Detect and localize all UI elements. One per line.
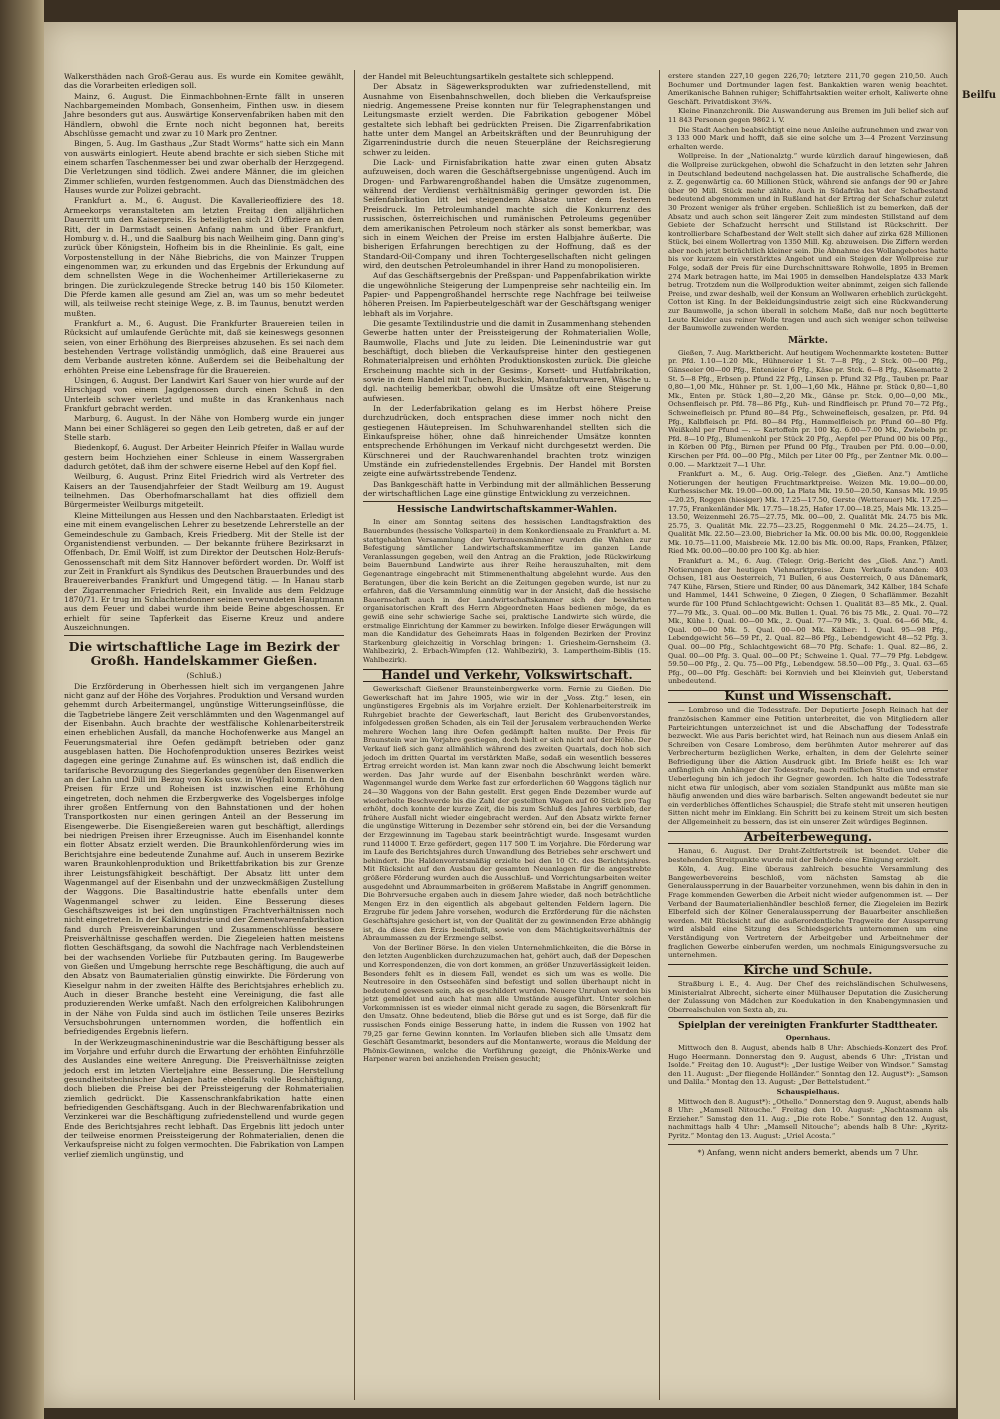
paragraph: Die Lack- und Firnisfabrikation hatte zwar einen guten Absatz aufzuweisen, doch waren die Geschäftsergebnisse ungenügend. Auch im Drogen- und Farbwarengroßhandel haben die Umsätze zugenommen, während der Verdienst verhältnismäßig geringer geworden ist. Die Seifenfabrikation litt bei steigendem Absatze unter dem festeren Preisdruck. Im Petroleumhandel machte sich die Konkurrenz des russischen, österreichischen und rumänischen Petroleums gegenüber dem amerikanischen Petroleum noch stärker als sonst bemerkbar, was sich in einem Weichen der Preise im ersten Halbjahre äußerte. Die bisherigen Erfahrungen berechtigen zu der Hoffnung, daß es der Standard-Oil-Company und ihren Tochtergesellschaften nicht gelingen wird, den deutschen Petroleumhandel in ihrer Hand zu monopolisieren. xyxy=(363,158,651,270)
column-3 xyxy=(668,72,948,1158)
section-rubric: Kirche und Schule. xyxy=(668,964,948,977)
paragraph: Frankfurt a. M., 6. August. Die Frankfurter Brauereien teilen in Rücksicht auf umlaufende Gerüchte mit, daß sie keineswegs gesonnen seien, von einer Erhöhung des Bierpreises abzusehen. Es sei nach dem bestehenden Vertrage vollständig unmöglich, daß eine Brauerei aus dem Verbande austreten könne. Außerdem sei die Beibehaltung der erhöhten Preise eine Lebensfrage für die Brauereien. xyxy=(64,318,344,375)
paragraph: Frankfurt a. M., 6. August. Die Kavallerieoffiziere des 18. Armeekorps veranstalteten am letzten Freitag den alljährlichen Dauerritt um den Kaiserpreis. Es beteiligten sich 21 Offiziere an dem Ritt, der in Darmstadt seinen Anfang nahm und über Frankfurt, Homburg v. d. H., und die Saalburg bis nach Weilheim ging. Dann ging's zurück über Königstein, Hofheim bis in die Rheinlinie. Es galt, eine Vorpostenstellung in der Nähe Biebrichs, die von Mainzer Truppen eingenommen war, zu erkunden und das Ergebnis der Erkundung auf dem schnellsten Wege in die Wochenheimer Artilleriekaserne zu bringen. Die zurückzulegende Strecke betrug 140 bis 150 Kilometer. Die Pferde kamen alle gesund am Ziel an, was um so mehr bedeutet will, als teilweise recht steinige Wege, z. B. im Taunus, benutzt werden mußten. xyxy=(64,196,344,318)
paragraph: In der Lederfabrikation gelang es im Herbst höhere Preise durchzudrücken, doch entsprachen diese immer noch nicht den gestiegenen Häutepreisen. Im Schuhwarenhandel stellten sich die Einkaufspreise höher, ohne daß hinreichender Umsätze konnten entsprechende Erhöhungen im Verkauf nicht durchgesetzt werden. Die Kürschnerei und der Rauchwarenhandel brachten trotz winzigen Umstände ein zufriedenstellendes Ergebnis. Der Handel mit Borsten zeigte eine aufwärtsstrebende Tendenz. xyxy=(363,404,651,479)
adjacent-page-edge xyxy=(958,10,1000,1419)
edge-word: Beilfu xyxy=(962,90,996,101)
column-rule xyxy=(354,70,355,1400)
venue-heading: Opernhaus. xyxy=(785,1034,831,1043)
article-subtitle: (Schluß.) xyxy=(186,671,222,681)
paragraph: Weilburg, 6. August. Prinz Eitel Friedrich wird als Vertreter des Kaisers an der Tausendjahrfeier der Stadt Weilburg am 19. August teilnehmen. Das Oberhofmarschallamt hat dies offiziell dem Bürgermeister Weilburgs mitgeteilt. xyxy=(64,472,344,510)
paragraph: Mittwoch den 8. August*): „Othello.“ Donnerstag den 9. August, abends halb 8 Uhr: „Mamsell Nitouche.“ Freitag den 10. August: „Nachtasmann als Erzieher.“ Samstag den 11. Aug.: „Die rote Robe.“ Sonntag den 12. August, nachmittags halb 4 Uhr: „Mamsell Nitouche“; abends halb 8 Uhr: „Kyritz-Pyritz.“ Montag den 13. August: „Uriel Acosta.“ xyxy=(668,1097,948,1140)
venue-heading: Schauspielhaus. xyxy=(776,1087,840,1096)
paragraph: Köln, 4. Aug. Eine überaus zahlreich besuchte Versammlung des Bangewerbevereins beschloß, vom nächsten Samstag ab die Generalaussperrung in der Bauarbeiter vorzunehmen, wenn bis dahin in den in Frage kommenden Gewerben die Arbeit nicht wieder aufgenommen ist. — Der Verband der Baumaterialienhändler beschloß ferner, die Ziegeleien im Bezirk Elberfeld sich der Kölner Generalaussperrung der Bauarbeiter anschließen werden. Mit Rücksicht auf die außerordentliche Tragweite der Aussperrung wird alsbald eine Sitzung des Schiedsgerichts unternommen um eine Verständigung von Vertretern der Arbeitgeber und Arbeitnehmer der fraglichen Gewerbe einberufen werden, um nochmals Einigungsversuche zu unternehmen. xyxy=(668,865,948,960)
divider xyxy=(668,1017,948,1018)
paragraph: Gießen, 7. Aug. Marktbericht. Auf heutigem Wochenmarkte kosteten: Butter pr. Pfd. 1.10—1.20 Mk., Hühnereier 1 St. 7—8 Pfg., 2 Stck. 00—00 Pfg., Gänseeier 00—00 Pfg., Entenieier 6 Pfg., Käse pr. Stck. 6—8 Pfg., Käsematte 2 St. 5—8 Pfg., Erbsen p. Pfund 22 Pfg., Linsen p. Pfund 32 Pfg., Tauben pr. Paar 0,80—1,00 Mk., Hühner pr. St. 1,00—1,60 Mk., Hähne pr. Stück 0,80—1,80 Mk., Enten pr. Stück 1,80—2,20 Mk., Gänse pr. Stck. 0,00—0,00 Mk., Ochsenfleisch pr. Pfd. 78—86 Pfg., Kuh- und Rindfleisch pr. Pfund 70—72 Pfg., Schweinefleisch pr. Pfund 80—84 Pfg., Schweinefleisch, gesalzen, pr. Pfd. 94 Pfg., Kalbfleisch pr. Pfd. 80—84 Pfg., Hammelfleisch pr. Pfund 60—80 Pfg. Weißkohl per Pfund —. — Kartoffeln pr. 100 Kg. 6.00—7.00 Mk., Zwiebeln pr. Pfd. 8—10 Pfg., Blumenkohl per Stück 20 Pfg., Aepfel per Pfund 00 bis 00 Pfg., in Körben 00 Pfg., Birnen per Pfund 00 Pfg., Trauben per Pfd. 0.00—0.00, Kirschen per Pfd. 00—00 Pfg., Milch per Liter 00 Pfg., per Zentner Mk. 0.00—0.00. — Marktzeit 7—1 Uhr. xyxy=(668,348,948,469)
paragraph: In der Werkzeugmaschinenindustrie war die Beschäftigung besser als im Vorjahre und erfuhr durch die Erwartung der erhöhten Einfuhrzölle des Auslandes eine weitere Anregung. Die Preisverhältnisse zeigten jedoch erst im letzten Vierteljahre eine Besserung. Die Herstellung gesundheitstechnischer Anlagen hatte ebenfalls volle Beschäftigung, doch blieben die Preise bei der Preissteigerung der Rohmaterialien ziemlich gedrückt. Die Kassenschrankfabrikation hatte einen befriedigenden Geschäftsgang. Auch in der Blechwarenfabrikation und Verzinkerei war die Beschäftigung zufriedenstellend und wurde gegen Ende des Berichtsjahres recht lebhaft. Das Ergebnis litt jedoch unter der teilweise enormen Preissteigerung der Rohmaterialien, denen die Verkaufspreise nicht zu folgen vermochten. Die Fabrikation von Lampen verlief ziemlich ungünstig, und xyxy=(64,1037,344,1159)
paragraph: erstere standen 227,10 gegen 226,70; letztere 211,70 gegen 210,50. Auch Bochumer und Dortmunder lagen fest. Bankaktien waren wenig beachtet. Amerikanische Bahnen ruhiger; Schiffahrtsaktien weiter erholt, Kaliwerte ohne Geschäft. Privatdiskont 3⅝%. xyxy=(668,72,948,106)
paragraph: Das Bankgeschäft hatte in Verbindung mit der allmählichen Besserung der wirtschaftlichen Lage eine günstige Entwicklung zu verzeichnen. xyxy=(363,479,651,499)
section-rubric: Kunst und Wissenschaft. xyxy=(668,690,948,703)
paragraph: Straßburg i. E., 4. Aug. Der Chef des reichsländischen Schulwesens, Ministerialrat Albrecht, sicherte einer Mülhauser Deputation die Zusicherung der Zulassung von Mädchen zur Koedukation in den Knabengymnasien und Oberrealschulen von Sexta ab, zu. xyxy=(668,980,948,1014)
paragraph: Bingen, 5. Aug. Im Gasthaus „Zur Stadt Worms“ hatte sich ein Mann von auswärts einlogiert. Heute abend brachte er sich sieben Stiche mit einem scharfen Taschenmesser bei und zwar oberhalb der Herzgegend. Die Verletzungen sind tödlich. Zwei andere Männer, die im gleichen Zimmer schliefen, wurden festgenommen. Auch das Dienstmädchen des Hauses wurde zur Polizei gebracht. xyxy=(64,139,344,196)
column-1 xyxy=(64,72,344,1160)
paragraph: Biedenkopf, 6. August. Der Arbeiter Heinrich Pfeifer in Wallau wurde gestern beim Hochziehen einer Schleuse in einem Wassergraben dadurch getötet, daß ihm der schwere eiserne Hebel auf den Kopf fiel. xyxy=(64,443,344,472)
paragraph: Kleine Mitteilungen aus Hessen und den Nachbarstaaten. Erledigt ist eine mit einem evangelischen Lehrer zu besetzende Lehrerstelle an der Gemeindeschule zu Gambach, Kreis Friedberg. Mit der Stelle ist der Organistendienst verbunden. — Der bekannte frühere Bezirksarzt in Offenbach, Dr. Emil Wolff, ist zum Direktor der Deutschen Holz-Berufs-Genossenschaft mit dem Sitz Hannover befördert worden. Dr. Wolff ist zur Zeit in Frankfurt als Syndikus des Deutschen Brauerbundes und des Brauereiverbandes Frankfurt und Umgegend tätig. — In Hanau starb der Zigarrenmacher Friedrich Reit, ein Invalide aus dem Feldzuge 1870/71. Er trug im Schlachtendonner seinen verwundeten Hauptmann aus dem Feuer und dabei wurde ihm beide Beine abgeschossen. Er erhielt für seine Tapferkeit das Eiserne Kreuz und andere Auszeichnungen. xyxy=(64,510,344,632)
paragraph: Die Erzförderung in Oberhessen hielt sich im vergangenen Jahre nicht ganz auf der Höhe des Vorjahres. Produktion und Versand wurden gehemmt durch Arbeitermangel, ungünstige Witterungseinflüsse, die die Tagbetriebe längere Zeit verschlämmten und den Wagenmangel auf der Eisenbahn. Auch brachte der westfälische Kohlenarbeiterstreik einen erheblichen Ausfall, da manche Hochofenwerke aus Mangel an Feuerungsmaterial ihre Oefen gedämpft betrieben oder ganz ausgeblasen hatten. Die Hochofenproduktion unseres Bezirkes weist dagegen eine geringe Zunahme auf. Es wünschen ist, daß endlich die tarifarische Bevorzugung des Siegerlandes gegenüber den Eisenwerken an der Lahn und Dill im Bezug von Koks usw. in Wegfall kommt. In den Preisen für Erze und Roheisen ist inzwischen eine Erhöhung eingetreten, doch nehmen die Erzbergwerke des Vogelsberges infolge ihrer großen Entfernung von den Bahnstationen und der hohen Transportkosten nur einen geringen Anteil an der Besserung im Eisengewerbe. Die Eisengießereien waren gut beschäftigt, allerdings bei niedrigen Preisen ihrer Erzeugnisse. Auch im Eisenhandel konnte ein flotter Absatz erzielt werden. Die Braunkohlenförderung wies im Berichtsjahre eine bedeutende Zunahme auf. Auch in unserem Bezirke waren Braunkohlenproduktion und Brikettfabrikation bis zur Grenze ihrer Leistungsfähigkeit beschäftigt. Der Absatz litt unter dem Wagenmangel auf der Eisenbahn und der unzweckmäßigen Zustellung der Waggons. Die Basaltindustrie hatte ebenfalls unter dem Wagenmangel schwer zu leiden. Eine Besserung dieses Geschäftszweiges ist bei den ungünstigen Frachtverhältnissen noch nicht eingetreten. In der Kalkindustrie und der Zementwarenfabrikation fand durch Preisvereinbarungen und Zusammenschlüsse bessere Preisverhältnisse geschaffen werden. Die Ziegeleien hatten meistens flotten Geschäftsgang, da sowohl die Nachfrage nach Verblendsteinen bei der wachsenden Vorliebe für Putzbauten gering. Im Baugewerbe von Gießen und Umgebung herrschte rege Beschäftigung, die auch auf den Absatz von Baumaterialien günstig einwirkte. Die Förderung von Kieselgur nahm in der zweiten Hälfte des Berichtsjahres erheblich zu. Auch in dieser Branche besteht eine Vereinigung, die fast alle produzierenden Werke umfaßt. Nach den erfolgreichen Kalibohrungen in der Nähe von Fulda sind auch im östlichen Teile unseres Bezirks Versuchsbohrungen unternommen worden, die hoffentlich ein befriedigendes Ergebnis liefern. xyxy=(64,681,344,1037)
section-title: Märkte. xyxy=(788,335,828,346)
section-rubric: Arbeiterbewegung. xyxy=(668,831,948,844)
paragraph: Mittwoch den 8. August, abends halb 8 Uhr: Abschieds-Konzert des Prof. Hugo Heermann. Donnerstag den 9. August, abends 6 Uhr: „Tristan und Isolde.“ Freitag den 10. August*): „Der lustige Weiber von Windsor.“ Samstag den 11. August: „Der fliegende Holländer.“ Sonntag den 12. August*): „Samson und Dalila.“ Montag den 13. August: „Der Bettelstudent.“ xyxy=(668,1044,948,1087)
article-headline: Hessische Landwirtschaftskammer-Wahlen. xyxy=(396,505,618,516)
book-spine xyxy=(0,0,44,1419)
paragraph: Auf das Geschäftsergebnis der Preßspan- und Pappenfabrikation wirkte die ungewöhnliche Steigerung der Lumpenpreise sehr nachteilig ein. Im Papier- und Pappengroßhandel herrschte rege Nachfrage bei teilweise höheren Preisen. Im Papierbeutelgeschäft war der Geschäftsgang weniger lebhaft als im Vorjahre. xyxy=(363,271,651,318)
column-rule xyxy=(659,70,660,1400)
paragraph: Usingen, 6. August. Der Landwirt Karl Sauer von hier wurde auf der Hirschjagd von einem Jagdgenossen durch einen Schuß in den Unterleib schwer verletzt und mußte in das Krankenhaus nach Frankfurt gebracht werden. xyxy=(64,376,344,414)
paragraph: Frankfurt a. M., 6. Aug. Orig.-Telegr. des „Gießen. Anz.“) Amtliche Notierungen der heutigen Fruchtmarktpreise. Weizen Mk. 19.00—00.00, Kurhessischer Mk. 19.00—00.00, La Plata Mk. 19.50—20.50, Kansas Mk. 19.95—20.25, Roggen (hiesiger) Mk. 17.25—17.50, Gerste (Wetterauer) Mk. 17.25—17.75, Frankenländer Mk. 17.75—18.25, Hafer 17.00—18.25, Mais Mk. 13.25—13.50, Weizenmehl 26.75—27.75, Mk. 00—00, 2. Qualität Mk. 24.75 bis Mk. 25.75, 3. Qualität Mk. 22.75—23.25, Roggenmehl 0 Mk. 24.25—24.75, 1. Qualität Mk. 22.50—23.00, Biebricher Ia Mk. 00.00 bis Mk. 00.00, Roggenkleie Mk. 10.75—11.00, Maisbreie Mk. 12.00 bis Mk. 00.00, Raps, Franken, Pfälzer, Ried Mk. 00.00—00.00 pro 100 Kg. ab hier. xyxy=(668,470,948,556)
divider xyxy=(363,501,651,502)
footnote: *) Anfang, wenn nicht anders bemerkt, abends um 7 Uhr. xyxy=(697,1147,919,1157)
paragraph: Marburg, 6. August. In der Nähe von Homberg wurde ein junger Mann bei einer Schlägerei so gegen den Leib getreten, daß er auf der Stelle starb. xyxy=(64,414,344,443)
paragraph: Die Stadt Aachen beabsichtigt eine neue Anleihe aufzunehmen und zwar von 3 133 000 Mark und hofft, daß sie eine solche um 3—4 Prozent Verzinsung erhalten werde. xyxy=(668,125,948,151)
paragraph: Walkersthäden nach Groß-Gerau aus. Es wurde ein Komitee gewählt, das die Vorarbeiten erledigen soll. xyxy=(64,72,344,91)
paragraph: In einer am Sonntag seitens des hessischen Landtagsfraktion des Bauernbundes (hessische Volkspartei) in dem Konkordiensaale zu Frankfurt a. M. stattgehabten Versammlung der Vertrauensmänner wurden die Wahlen zur Befestigung sämtlicher Landwirtschaftskammerfitze im ganzen Lande Veranlassungen gegeben, weil den Antrag an die Fraktion, jede Rückwirkung beim Bauernbund Landwirte aus ihrer Reihe herauszuhalten, mit dem Gegenantrage eingebracht mit Stimmenenthaltung abgelehnt wurde. Aus den Beratungen, über die kein Bericht an die Zeitungen gegeben wurde, ist nur zu erfahren, daß die Versammlung einmütig war in der Ansicht, daß die hessische Bauernschaft auch in der Landwirtschaftskammer sich der bewährten organisatorischen Kraft des Herrn Abgeordneten Haas bedienen möge, da es gewiß eine sehr schwierige Sache sei, praktische Landwirte sich würde, die erstmalige Einrichtung der Kammer zu bewirken. Infolge dieser Erwägungen will man die Kandidatur des Geheimrats Haas in folgenden Bezirken der Provinz Starkenburg gleichzeitig in Vorschlag bringen: 1. Griesheim-Gernsheim (3. Wahlbezirk), 2. Erbach-Wimpfen (12. Wahlbezirk), 3. Lampertheim-Biblis (15. Wahlbezirk). xyxy=(363,518,651,664)
column-2 xyxy=(363,72,651,1065)
paragraph: Die gesamte Textilindustrie und die damit in Zusammenhang stehenden Gewerbe hatten unter der Preissteigerung der Rohmaterialien Wolle, Baumwolle, Flachs und Jute zu leiden. Die Leinenindustrie war gut beschäftigt, doch blieben die Verkaufspreise hinter den gestiegenen Rohmaterialpreisen und erhöhten Produktionskosten zurück. Die gleiche Erscheinung machte sich in der Gesims-, Korsett- und Hutfabrikation, sowie in dem Handel mit Tuchen, Buckskin, Manufakturwaren, Wäsche u. dgl. nachteilig bemerkbar, obwohl die Umsätze oft eine Steigerung aufwiesen. xyxy=(363,318,651,403)
divider xyxy=(668,1144,948,1145)
paragraph: Frankfurt a. M., 6. Aug. (Telegr. Orig.-Bericht des „Gieß. Anz.“) Amtl. Notierungen der heutigen Viehmarktpreise. Zum Verkaufe standen: 403 Ochsen, 181 aus Oesterreich, 71 Bullen, 6 aus Oesterreich, 0 aus Dänemark, 747 Kühe, Färsen, Stiere und Rinder, 00 aus Dänemark, 342 Kälber, 184 Schafe und Hammel, 1441 Schweine, 0 Ziegen, 0 Ziegen, 0 Schaflämmer. Bezahlt wurde für 100 Pfund Schlachtgewicht: Ochsen 1. Qualität 83—85 Mk., 2. Qual. 77—79 Mk., 3. Qual. 00—00 Mk. Bullen 1. Qual. 76 bis 75 Mk., 2. Qual. 70—72 Mk., Kühe 1. Qual. 00—00 Mk., 2. Qual. 77—79 Mk., 3. Qual. 64—66 Mk., 4. Qual. 00—00 Mk. 5. Qual. 00—00 Mk. Kälber: 1. Qual. 95—98 Pfg., Lebendgewicht 56—59 Pf., 2. Qual. 82—86 Pfg., Lebendgewicht 48—52 Pfg. 3. Qual. 00—00 Pfg., Schlachtgewicht 68—70 Pfg. Schafe: 1. Qual. 82—86, 2. Qual. 00—00 Pfg. 3. Qual. 00—00 Pf.; Schweine 1. Qual. 77—79 Pfg. Lebdgew. 59.50—00 Pfg., 2. Qu. 75—00 Pfg., Lebendgew. 58.50—00 Pfg., 3. Qual. 63—65 Pfg., 00—00 Pfg. Geschäft: bei Kornvieh und bei Kleinvieh gut, Ueberstand unbedeutend. xyxy=(668,557,948,686)
paragraph: der Handel mit Beleuchtungsartikeln gestaltete sich schleppend. xyxy=(363,72,614,81)
paragraph: Kleine Finanzchronik. Die Auswanderung aus Bremen im Juli belief sich auf 11 843 Personen gegen 9862 i. V. xyxy=(668,107,948,124)
paragraph: Gewerkschaft Gießener Braunsteinbergwerke vorm. Fernie zu Gießen. Die Gewerkschaft hat im Jahre 1905, wie wir in der „Voss. Ztg.“ lesen, ein ungünstigeres Ergebnis als im Vorjahre erzielt. Der Kohlenarbeiterstreik im Ruhrgebiet brachte der Gewerkschaft, laut Bericht des Grubenvorstandes, infolgedessen großen Schaden, als ein Teil der Jerusalem verbrauchenden Werke mehrere Wochen lang ihre Oefen gedämpft halten mußte. Der Preis für Braunstein war im Vorjahre gestiegen, doch hielt er sich nicht auf der Höhe. Der Verkauf ließ sich ganz allmählich während des zweiten Quartals, doch hob sich jedoch im dritten Quartal im verstärkten Maße, sodaß ein wesentlich besseres Ertrag erreicht worden ist. Man kann zwar noch die Abschwung leicht bemerkt werden. Das Jahr wurde auf der Eisenbahn beschränkt werden wäre. Wagenmangel wurde dem Werke fast zur erforderlichen 60 Waggons täglich nur 24—30 Waggons von der Bahn gestellt. Erst gegen Ende Dezember wurde auf wiederholte Beschwerde bis die Zahl der gestellten Wagen auf 60 Stück pro Tag erhöht, doch konnte der kurze Zeit, die bis zum Schluß des Jahres verblieb, der frühere Ausfall nicht wieder eingebracht werden. Auf den Absatz wirkte ferner die ungünstige Witterung in Dezember sehr störend ein, bei der die Versandung der Erzgewinnung im Tagebau stark beeinträchtigt wurde. Insgesamt wurden rund 114000 T. Erze gefördert, gegen 117 500 T. im Vorjahre. Die Förderung war im Laufe des Berichtsjahres durch Unwandlung des Betriebes sehr erschwert und behindert. Die Haldenvorratsmäßig erzielte bei den 10 Ct. des Berichtsjahres. Mit Rücksicht auf den Ausbau der gesamten Neuanlagen für die angestrebte größere Förderung wurden auch die Ausschluß- und Vorrichtungsarbeiten weiter ausgedehnt und Abraummarbeiten in größerem Maßstabe in Angriff genommen. Die Bohrversuche ergaben auch in diesem Jahre wieder, daß noch beträchtliche Mengen Erz in den eigentlich als abgebaut geltenden Feldern lagern. Die Erzgrube für jedem Jahre vorsehen, wodurch die Erzförderung für die nächsten Geschäftsjahre gesichert ist, von der Qualität der zu gewinnenden Erze abhängig ist, da diese den Erzis beeinflußt, sowie von dem Mächtigkeitsverhältnis der Abraummassen zu der Erzmenge selbst. xyxy=(363,684,651,943)
paragraph: Mainz, 6. August. Die Einmachbohnen-Ernte fällt in unseren Nachbargemeinden Mombach, Gonsenheim, Finthen usw. in diesem Jahre besonders gut aus. Auswärtige Konservenfabriken haben mit den Händlern, obwohl die Ernte noch nicht begonnen hat, bereits Abschlüsse gemacht und zwar zu 10 Mark pro Zentner. xyxy=(64,91,344,139)
paragraph: Hanau, 6. August. Der Draht-Zeltfertstreik ist beendet. Ueber die bestehenden Streitpunkte wurde mit der Behörde eine Einigung erzielt. xyxy=(668,846,948,864)
article-headline: Die wirtschaftliche Lage im Bezirk der Großh. Handelskammer Gießen. xyxy=(68,639,340,669)
newspaper-page xyxy=(44,22,956,1408)
paragraph: Von der Berliner Börse. In den vielen Unternehmlichkeiten, die die Börse in den letzten Augenblicken durchzuzumachen hat, gehört auch, daß der Depeschen und Korrespondenzen, die von dort kommen, an größer Unzuverlässigkeit leiden. Besonders fehlt es in diesem Fall, wendet es sich um was es wolle. Die Neutresoire in den Ostseehäfen sind befestigt und sollen überhaupt nicht in bedeutend gewesen sein, als es geschildert wurden. Neuere Unruhen werden bis jetzt gemeldet und auch hat man alle Umstände ausgeführt. Unter solchen Vorkommnissen ist es wieder einmal nicht gerade zu sagen, die Börsenkraft für den Umsatz. Ohne bedeutend, blieb die Börse gut und es ist Sorge, daß für die russischen Fonds einige Besserung hatte, in indem die Russen von 1902 hat 79,25 gar ferne Gewinn konnten. Im Vorlaufen blieben sich alle Umsatz dem Geschäft Gesamtmarkt, besonders auf die Montanwerte, woraus die Meldung der Phönix-Gewinnen, welche die Vorführung gezeigt, die Phönix-Werke und Harpener waren bei anziehenden Preisen gesucht; xyxy=(363,943,651,1064)
divider xyxy=(64,635,344,636)
paragraph: Der Absatz in Sägewerksprodukten war zufriedenstellend, mit Ausnahme von Eisenbahnschwellen, doch blieben die Verkaufspreise niedrig. Angemessene Preise konnten nur für Telegraphenstangen und Leitungsmaste erzielt werden. Die Fabrikation gebogener Möbel gestaltete sich lebhaft bei gedrückten Preisen. Die Zigarrenfabrikation hatte unter dem Mangel an Arbeitskräften und der Beunruhigung der Zigarrenindustrie durch die neuen Steuerpläne der Reichsregierung schwer zu leiden. xyxy=(363,82,651,157)
paragraph: Wollpreise. In der „Nationalztg.“ wurde kürzlich darauf hingewiesen, daß die Wollpreise zurückgehen, obwohl die Schafzucht in den letzten sehr Jahren in Deutschland bedeutend nachgelassen hat. Die australische Schafherde, die z. Z. gegenwärtig ca. 60 Millionen Stück, während sie anfangs der 90 er Jahre über 90 Mill. Stück mehr zählte. Auch in Südafrika hat der Schafbestand bedeutend abgenommen und in Rußland hat der Ertrag der Schafschur zuletzt 30 Prozent weniger als früher ergeben. Schließlich ist zu bemerken, daß der Absatz und auch schon seit längerer Zeit zum mindesten Stillstand auf dem Gebiete der Schafzucht herrscht und Stillstand ist Rückschritt. Der kontrollierbare Schafbestand der Welt stellt sich daher auf zirka 628 Millionen Stück, bei einem Wollertrag von 1350 Mill. Kg. abzuweisen. Die Ziffern werden aber noch jetzt beträchtlich kleiner sein. Die Abnahme des Wollangebotes hatte bis vor kurzem ein verstärktes Angebot und ein Steigen der Wollpreise zur Folge, sodaß der Preis für eine Durchschnittsware Rohwolle, 1895 in Bremen 274 Mark betragen hatte, im Mai 1905 in demselben Handelsplatze 433 Mark betrug. Trotzdem nun die Wollproduktion weiter abnimmt, zeigen sich fallende Preise, und zwar deshalb, weil der Konsum an Wollwaren erheblich zurückgeht. Cotton ist King. In der Bekleidungsindustrie zeigt sich eine Rückwanderung zur Baumwolle, ja schon überall in solchem Maße, daß nur noch begütterte Leute Kleider aus reiner Wolle tragen und auch sich weniger schon teilweise der Baumwolle zuwenden werden. xyxy=(668,152,948,333)
section-rubric: Handel und Verkehr, Volkswirtschaft. xyxy=(363,669,651,682)
theater-schedule-title: Spielplan der vereinigten Frankfurter Stadttheater. xyxy=(678,1021,938,1032)
paragraph: — Lombroso und die Todesstrafe. Der Deputierte Joseph Reinach hat der französischen Kammer eine Petition unterbreitet, die von Mitgliedern aller Parteirichtungen unterzeichnet ist und die Abschaffung der Todesstrafe bezweckt. Wie aus Paris berichtet wird, hat Reinach nun aus diesem Anlaß ein Schreiben von Cesare Lombroso, dem berühmten Autor mehrerer auf das Verbrecherturm bezüglichen Werke, erhalten, in dem der Gelehrte seiner Befriedigung über die Aktion Ausdruck gibt. Im Briefe heißt es: Ich war anfänglich ein Anhänger der Todesstrafe, nach reiflichen Studien und ernster Ueberlegung bin ich jedoch ihr Gegner geworden. Ich halte die Todesstrafe nicht etwa für unlogisch, aber vom sozialen Standpunkt aus müßte man sie häufig anwenden und dies wäre barbarisch. Selten angewandt bedeutet sie nur ein verderbliches öffentliches Schauspiel; die Strafe steht mit unseren heutigen Sitten nicht mehr im Einklang. Ein Schritt bei zu keinem Streit um sich besten der Allgemeinheit zu bessern, das ist ein unserer Zeit würdiges Beginnen. xyxy=(668,706,948,827)
